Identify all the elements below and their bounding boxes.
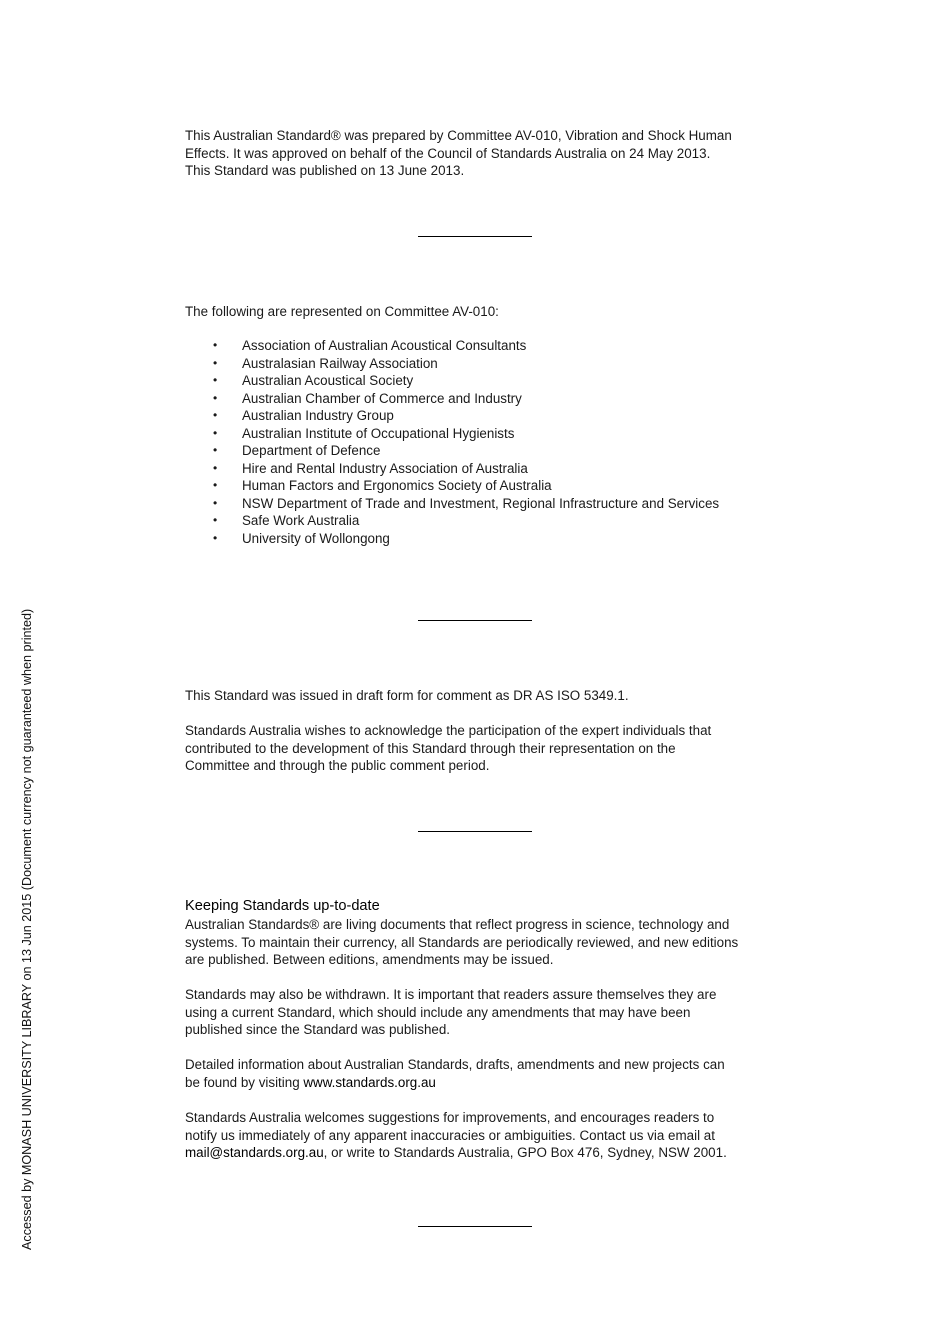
- text-line: published since the Standard was published.: [185, 1022, 451, 1038]
- text-line: Standards Australia welcomes suggestions for improvements, and encourages readers to: [185, 1110, 715, 1125]
- list-item: [185, 442, 719, 460]
- bullet-icon: •: [213, 425, 218, 440]
- uptodate-paragraph-3: [185, 1056, 775, 1091]
- list-item: [185, 530, 719, 548]
- text-line: Detailed information about Australian Standards, drafts, amendments and new projects can: [185, 1057, 725, 1072]
- bullet-icon: •: [213, 531, 218, 546]
- intro-paragraph: [185, 127, 775, 180]
- text-line: [185, 1144, 775, 1162]
- section-divider: [418, 831, 532, 832]
- committee-intro: The following are represented on Committee AV-010:: [185, 304, 499, 319]
- acknowledgement-paragraph: [185, 722, 775, 775]
- text-line: [185, 1074, 775, 1092]
- member-name: Safe Work Australia: [242, 513, 360, 529]
- uptodate-paragraph-2: [185, 986, 775, 1039]
- email-link[interactable]: mail@standards.org.au: [185, 1145, 324, 1161]
- list-item: [185, 460, 719, 478]
- list-item: [185, 425, 719, 443]
- bullet-icon: •: [213, 373, 218, 388]
- list-item: [185, 372, 719, 390]
- text-line: notify us immediately of any apparent inaccuracies or ambiguities. Contact us via email at: [185, 1127, 715, 1143]
- section-heading: Keeping Standards up-to-date: [185, 898, 380, 914]
- bullet-icon: •: [213, 390, 218, 405]
- member-name: Association of Australian Acoustical Consultants: [242, 338, 527, 353]
- intro-line: This Standard was published on 13 June 2013.: [185, 163, 465, 179]
- member-name: Australian Institute of Occupational Hygienists: [242, 425, 515, 441]
- bullet-icon: •: [213, 478, 218, 493]
- section-divider: [418, 236, 532, 237]
- member-name: Department of Defence: [242, 443, 381, 459]
- text-line: Australian Standards® are living documents that reflect progress in science, technology and: [185, 917, 730, 932]
- bullet-icon: •: [213, 495, 218, 510]
- member-name: Hire and Rental Industry Association of Australia: [242, 460, 528, 476]
- website-link[interactable]: www.standards.org.au: [303, 1074, 436, 1090]
- section-divider: [418, 620, 532, 621]
- list-item: [185, 512, 719, 530]
- text-line: systems. To maintain their currency, all Standards are periodically reviewed, and new editions: [185, 934, 739, 950]
- text-fragment: , or write to Standards Australia, GPO Box 476, Sydney, NSW 2001.: [323, 1145, 727, 1161]
- member-name: NSW Department of Trade and Investment, Regional Infrastructure and Services: [242, 495, 720, 511]
- committee-member-list: [185, 337, 719, 548]
- list-item: [185, 390, 719, 408]
- section-divider: [418, 1226, 532, 1227]
- list-item: [185, 477, 719, 495]
- list-item: [185, 495, 719, 513]
- list-item: [185, 355, 719, 373]
- member-name: Australian Industry Group: [242, 408, 394, 424]
- text-line: are published. Between editions, amendments may be issued.: [185, 952, 554, 968]
- draft-issued-note: This Standard was issued in draft form for comment as DR AS ISO 5349.1.: [185, 688, 629, 703]
- bullet-icon: •: [213, 355, 218, 370]
- intro-line: This Australian Standard® was prepared by Committee AV-010, Vibration and Shock Human: [185, 128, 732, 143]
- text-fragment: be found by visiting: [185, 1074, 304, 1090]
- list-item: [185, 407, 719, 425]
- member-name: Australian Chamber of Commerce and Industry: [242, 390, 522, 406]
- uptodate-paragraph-4: [185, 1109, 775, 1162]
- member-name: Human Factors and Ergonomics Society of Australia: [242, 478, 552, 494]
- intro-line: Effects. It was approved on behalf of the Council of Standards Australia on 24 May 2013.: [185, 145, 711, 161]
- bullet-icon: •: [213, 443, 218, 458]
- bullet-icon: •: [213, 408, 218, 423]
- list-item: [185, 337, 719, 355]
- member-name: Australasian Railway Association: [242, 355, 438, 371]
- access-note: Accessed by MONASH UNIVERSITY LIBRARY on 13 Jun 2015 (Document currency not guaranteed when printed): [20, 608, 34, 1250]
- bullet-icon: •: [213, 460, 218, 475]
- bullet-icon: •: [213, 338, 218, 352]
- ack-line: Standards Australia wishes to acknowledge the participation of the expert individuals that: [185, 723, 712, 738]
- bullet-icon: •: [213, 513, 218, 528]
- member-name: University of Wollongong: [242, 531, 390, 547]
- ack-line: contributed to the development of this Standard through their representation on the: [185, 740, 676, 756]
- member-name: Australian Acoustical Society: [242, 373, 414, 389]
- text-line: using a current Standard, which should include any amendments that may have been: [185, 1004, 691, 1020]
- uptodate-paragraph-1: [185, 916, 775, 969]
- text-line: Standards may also be withdrawn. It is important that readers assure themselves they are: [185, 987, 717, 1002]
- ack-line: Committee and through the public comment period.: [185, 758, 490, 774]
